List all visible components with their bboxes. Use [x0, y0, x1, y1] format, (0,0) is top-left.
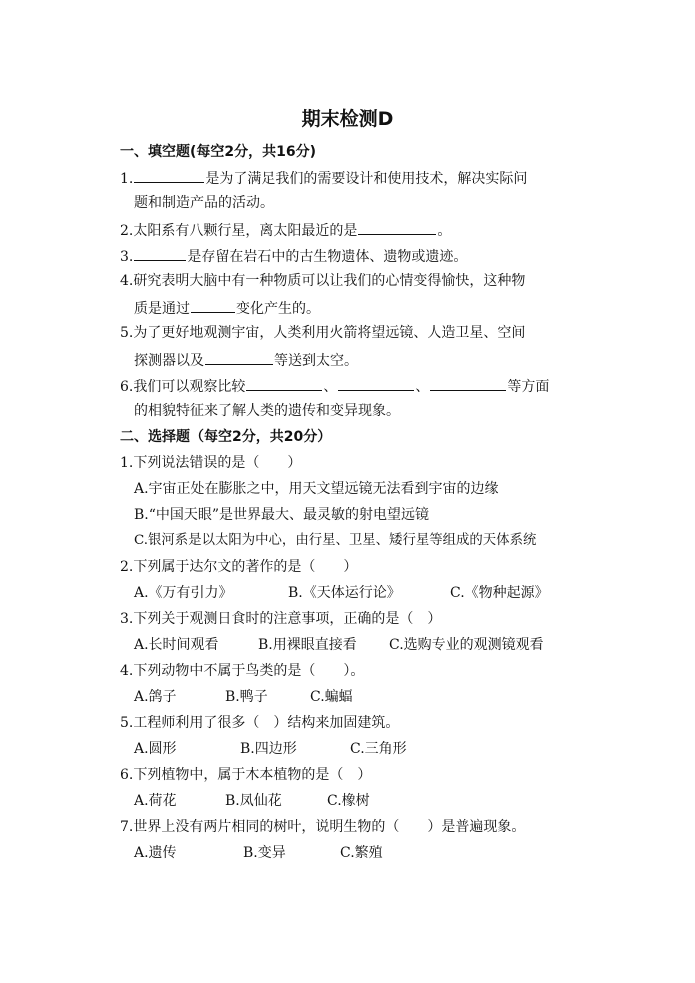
question-text-end: 等方面 [507, 379, 550, 395]
mc-question-5-stem: 5.工程师利用了很多（ ）结构来加固建筑。 [120, 715, 400, 731]
question-text-end: 变化产生的。 [236, 301, 320, 317]
mc-question-3-option-a[interactable]: A.长时间观看 [134, 637, 219, 653]
answer-blank[interactable] [246, 376, 322, 391]
question-5-line-1: 5.为了更好地观测宇宙，人类利用火箭将望远镜、人造卫星、空间 [120, 325, 526, 341]
question-text: 6.我们可以观察比较 [120, 379, 246, 395]
section-heading-multiple-choice: 二、选择题（每空2分，共20分） [120, 429, 332, 445]
question-3 [120, 246, 467, 266]
question-2 [120, 220, 451, 240]
question-text: 2.太阳系有八颗行星，离太阳最近的是 [120, 223, 358, 239]
mc-question-2-option-b[interactable]: B.《天体运行论》 [288, 585, 401, 601]
mc-question-4-option-a[interactable]: A.鸽子 [134, 689, 177, 705]
question-number: 1. [120, 171, 134, 187]
separator: 、 [415, 379, 430, 395]
mc-question-6-option-b[interactable]: B.凤仙花 [225, 793, 282, 809]
question-text: 是存留在岩石中的古生物遗体、遗物或遗迹。 [187, 249, 468, 265]
question-4-line-1: 4.研究表明大脑中有一种物质可以让我们的心情变得愉快，这种物 [120, 273, 526, 289]
mc-question-1-option-b[interactable]: B.“中国天眼”是世界最大、最灵敏的射电望远镜 [134, 507, 430, 523]
question-5-line-2 [134, 350, 358, 370]
mc-question-1-option-c[interactable]: C.银河系是以太阳为中心，由行星、卫星、矮行星等组成的天体系统 [134, 533, 537, 548]
question-text-end: 。 [437, 223, 452, 239]
mc-question-3-option-c[interactable]: C.选购专业的观测镜观看 [389, 637, 544, 653]
question-4-line-2 [134, 298, 320, 318]
mc-question-6-option-a[interactable]: A.荷花 [134, 793, 177, 809]
mc-question-2-option-a[interactable]: A.《万有引力》 [134, 585, 233, 601]
mc-question-4-stem: 4.下列动物中不属于鸟类的是（ ）。 [120, 663, 365, 679]
question-6-line-2: 的相貌特征来了解人类的遗传和变异现象。 [134, 403, 400, 419]
mc-question-6-stem: 6.下列植物中，属于木本植物的是（ ） [120, 767, 372, 783]
question-text: 探测器以及 [134, 353, 204, 369]
mc-question-4-option-c[interactable]: C.蝙蝠 [310, 689, 353, 705]
page-title: 期末检测D [301, 108, 394, 130]
question-text-end: 等送到太空。 [274, 353, 358, 369]
answer-blank[interactable] [205, 350, 273, 365]
mc-question-1-option-a[interactable]: A.宇宙正处在膨胀之中，用天文望远镜无法看到宇宙的边缘 [134, 481, 499, 497]
answer-blank[interactable] [134, 168, 204, 183]
mc-question-5-option-b[interactable]: B.四边形 [240, 741, 297, 757]
question-6-line-1 [120, 376, 549, 396]
section-heading-fill-in: 一、填空题(每空2分，共16分) [120, 144, 317, 160]
mc-question-7-option-b[interactable]: B.变异 [243, 845, 286, 861]
answer-blank[interactable] [358, 220, 436, 235]
mc-question-3-option-b[interactable]: B.用裸眼直接看 [258, 637, 357, 653]
answer-blank[interactable] [134, 246, 186, 261]
mc-question-5-option-c[interactable]: C.三角形 [350, 741, 407, 757]
mc-question-1-stem: 1.下列说法错误的是（ ） [120, 455, 302, 471]
mc-question-7-option-a[interactable]: A.遗传 [134, 845, 177, 861]
mc-question-3-stem: 3.下列关于观测日食时的注意事项，正确的是（ ） [120, 611, 442, 627]
question-text: 是为了满足我们的需要设计和使用技术，解决实际问 [205, 171, 528, 187]
answer-blank[interactable] [191, 298, 235, 313]
separator: 、 [323, 379, 338, 395]
answer-blank[interactable] [430, 376, 506, 391]
mc-question-7-stem: 7.世界上没有两片相同的树叶，说明生物的（ ）是普遍现象。 [120, 819, 526, 835]
mc-question-2-stem: 2.下列属于达尔文的著作的是（ ） [120, 559, 358, 575]
mc-question-5-option-a[interactable]: A.圆形 [134, 741, 177, 757]
question-number: 3. [120, 249, 134, 265]
mc-question-6-option-c[interactable]: C.橡树 [327, 793, 370, 809]
mc-question-2-option-c[interactable]: C.《物种起源》 [450, 585, 549, 601]
question-text: 质是通过 [134, 301, 190, 317]
mc-question-7-option-c[interactable]: C.繁殖 [340, 845, 383, 861]
mc-question-4-option-b[interactable]: B.鸭子 [225, 689, 268, 705]
answer-blank[interactable] [338, 376, 414, 391]
question-1-line-1 [120, 168, 527, 188]
question-1-line-2: 题和制造产品的活动。 [134, 195, 274, 211]
